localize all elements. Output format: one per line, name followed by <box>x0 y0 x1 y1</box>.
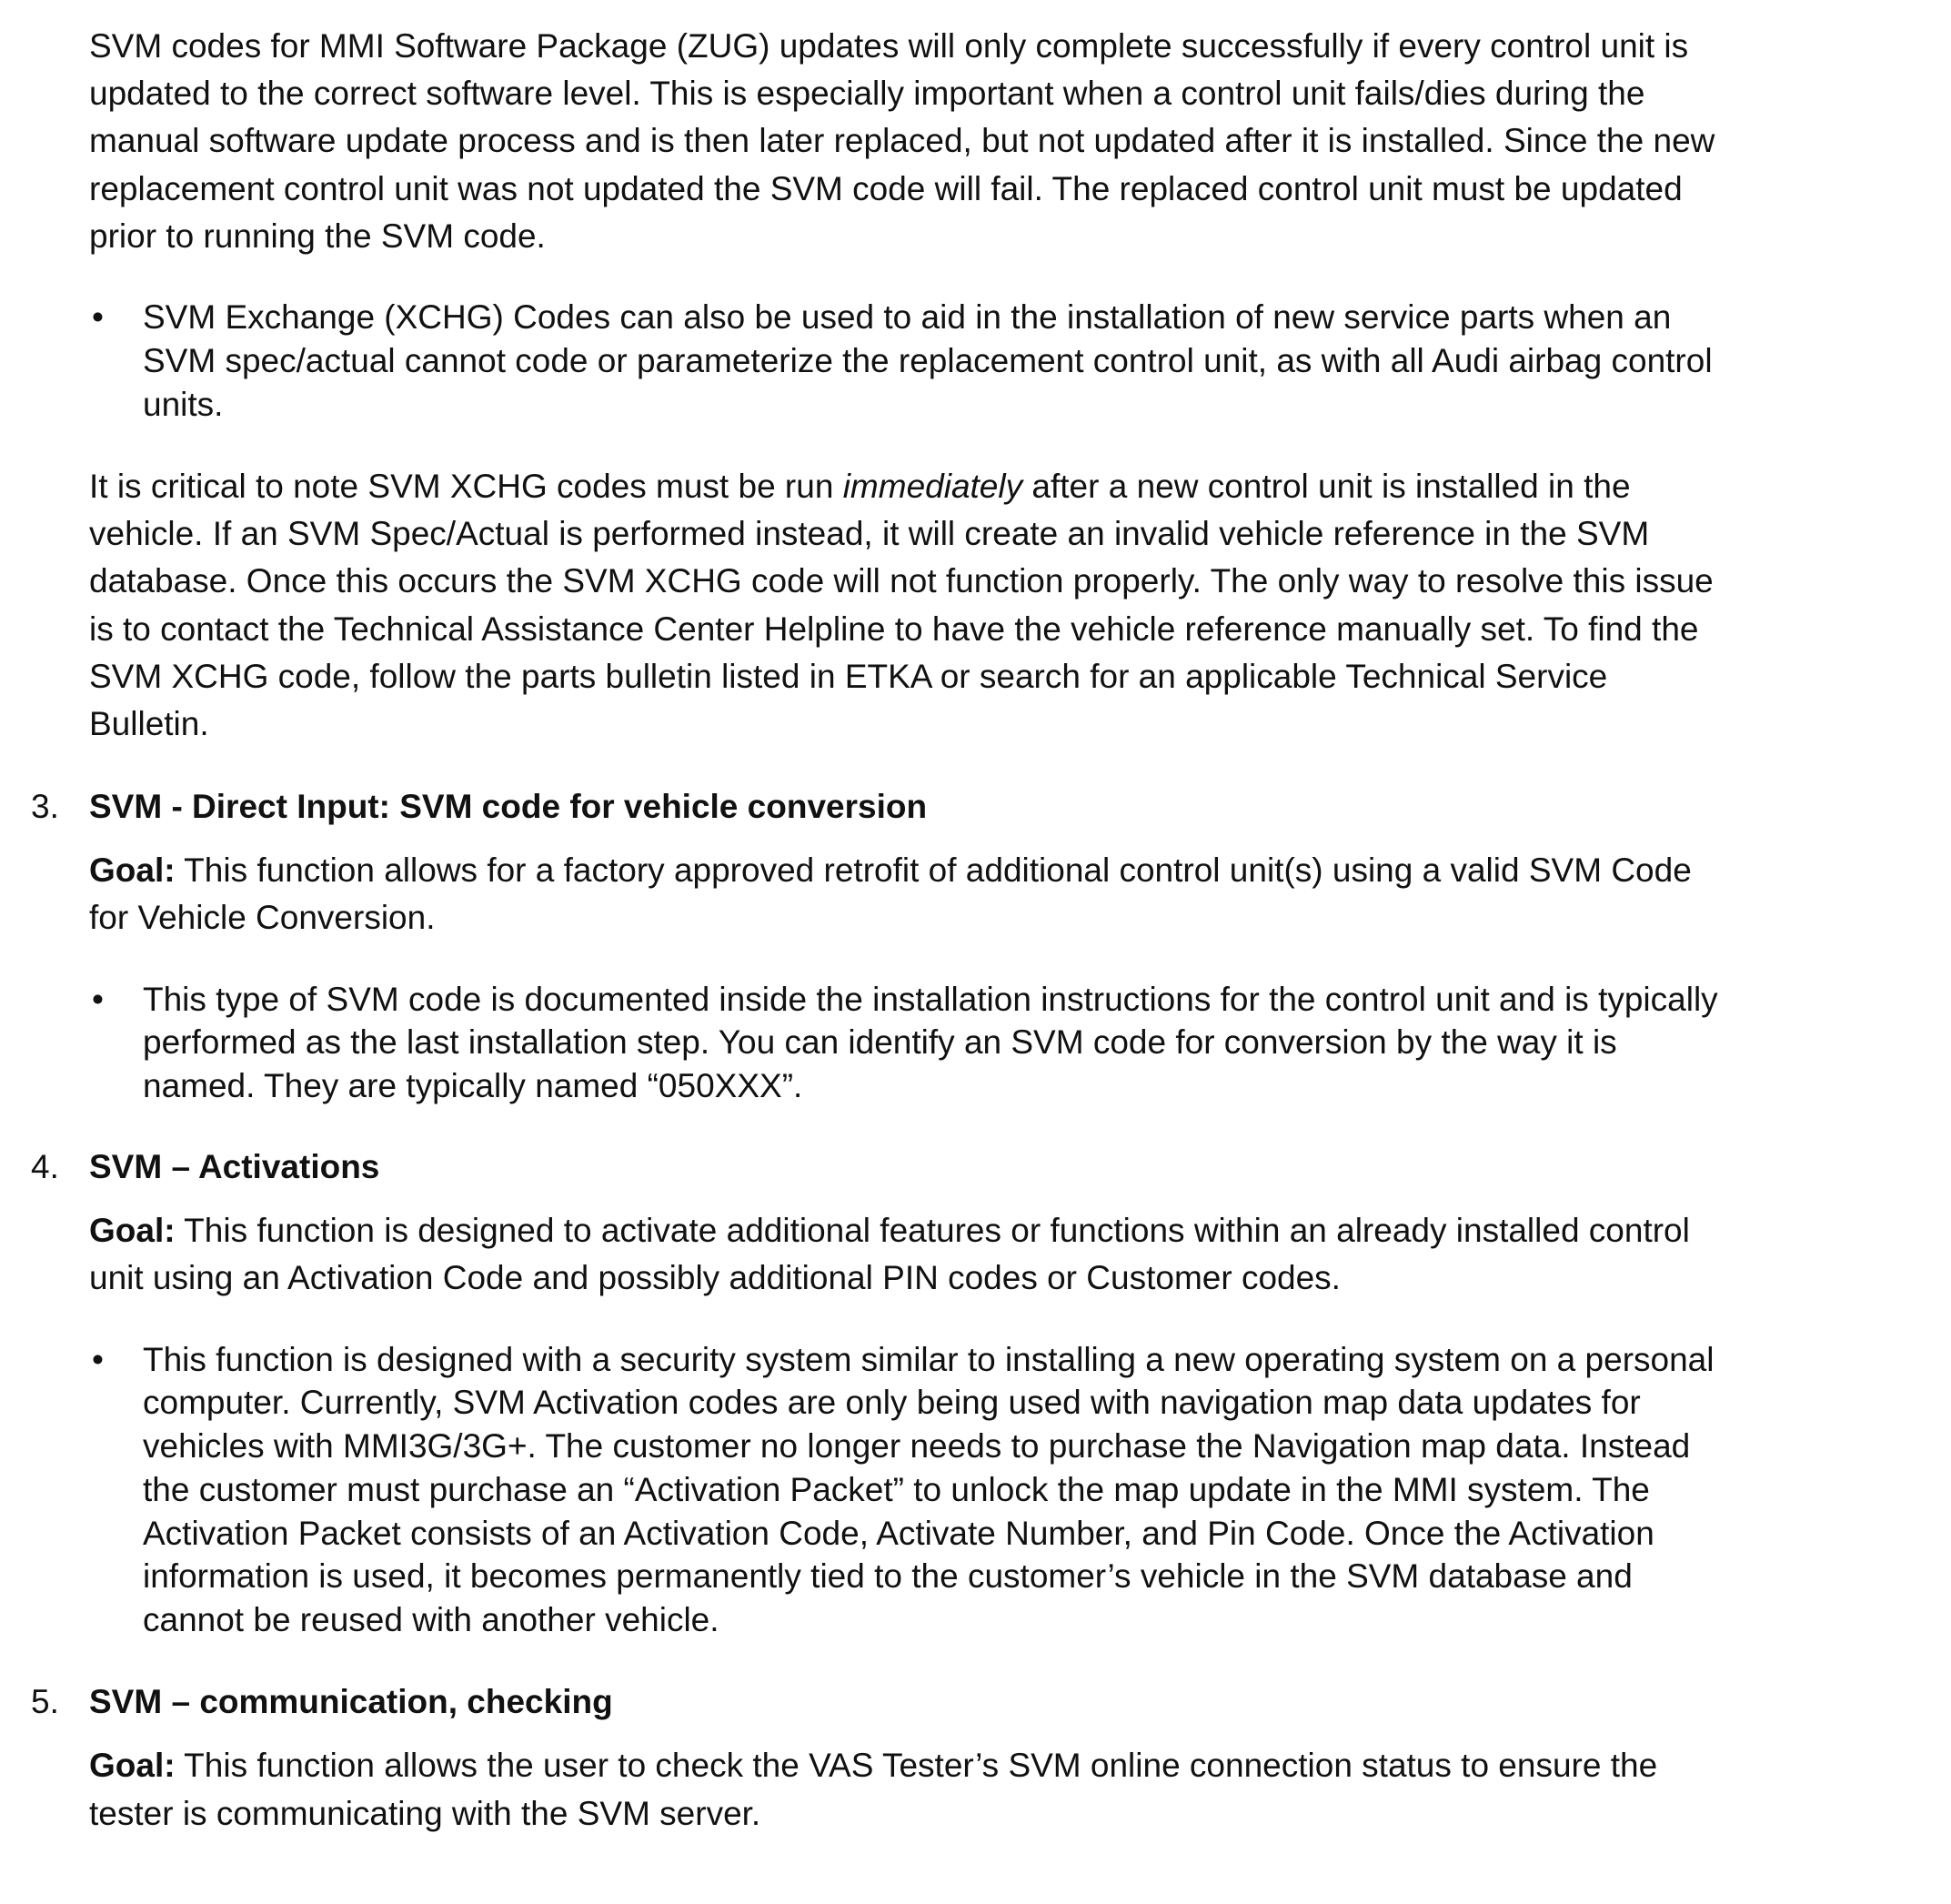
paragraph <box>89 1742 1933 1838</box>
section-heading <box>31 783 1933 831</box>
text-line: tester is communicating with the SVM server. <box>89 1794 761 1832</box>
bullet-dot: • <box>92 980 104 1018</box>
text-line <box>89 1742 1933 1789</box>
text-line: named. They are typically named “050XXX”. <box>143 1067 803 1105</box>
text-line: Activation Packet consists of an Activation Code, Activate Number, and Pin Code. Once the Activation <box>143 1514 1654 1552</box>
goal-label: Goal: <box>89 1747 176 1785</box>
text-segment: after a new control unit is installed in the <box>1022 467 1631 505</box>
text-line: the customer must purchase an “Activation Packet” to unlock the map update in the MMI system. The <box>143 1470 1650 1508</box>
bullet-dot: • <box>92 1340 104 1378</box>
section-number: 4. <box>31 1147 59 1185</box>
text-line: SVM Exchange (XCHG) Codes can also be used to aid in the installation of new service parts when an <box>143 298 1672 337</box>
text-segment: This function allows for a factory approved retrofit of additional control unit(s) using a valid SVM Code <box>175 851 1692 889</box>
paragraph <box>89 1207 1933 1303</box>
text-line: database. Once this occurs the SVM XCHG code will not function properly. The only way to resolve this issue <box>89 562 1714 600</box>
text-line: vehicle. If an SVM Spec/Actual is performed instead, it will create an invalid vehicle reference in the SVM <box>89 515 1650 553</box>
paragraph <box>89 463 1933 749</box>
paragraph <box>89 847 1933 942</box>
emphasis-text: immediately <box>842 467 1023 505</box>
text-line: information is used, it becomes permanently tied to the customer’s vehicle in the SVM database and <box>143 1557 1633 1596</box>
bullet-dot: • <box>92 298 104 337</box>
text-segment: It is critical to note SVM XCHG codes must be run <box>89 467 843 505</box>
text-line: vehicles with MMI3G/3G+. The customer no longer needs to purchase the Navigation map data. Instead <box>143 1427 1691 1466</box>
paragraph <box>89 23 1933 260</box>
text-line: cannot be reused with another vehicle. <box>143 1600 719 1638</box>
text-line: updated to the correct software level. This is especially important when a control unit fails/dies during the <box>89 75 1645 113</box>
section-heading <box>31 1143 1933 1191</box>
text-line: This function is designed with a security system similar to installing a new operating system on a personal <box>143 1340 1715 1378</box>
text-line: is to contact the Technical Assistance Center Helpline to have the vehicle reference manually set. To find the <box>89 609 1699 648</box>
text-line: computer. Currently, SVM Activation codes are only being used with navigation map data updates for <box>143 1384 1641 1422</box>
section-number: 3. <box>31 787 59 825</box>
text-line: SVM codes for MMI Software Package (ZUG) updates will only complete successfully if every control unit is <box>89 26 1689 65</box>
text-line: prior to running the SVM code. <box>89 217 546 255</box>
section-title: SVM – communication, checking <box>89 1683 613 1721</box>
section-heading <box>31 1678 1933 1726</box>
text-line: Bulletin. <box>89 705 209 743</box>
goal-label: Goal: <box>89 851 176 889</box>
bullet-item <box>92 978 1933 1108</box>
section-title: SVM – Activations <box>89 1147 380 1185</box>
text-line <box>89 463 1933 510</box>
text-line: for Vehicle Conversion. <box>89 899 436 937</box>
text-line <box>89 847 1933 894</box>
text-line: unit using an Activation Code and possibly additional PIN codes or Customer codes. <box>89 1259 1341 1297</box>
section-number: 5. <box>31 1683 59 1721</box>
text-line: manual software update process and is then later replaced, but not updated after it is installed. Since the new <box>89 122 1715 160</box>
section-title: SVM - Direct Input: SVM code for vehicle conversion <box>89 787 928 825</box>
text-line: SVM XCHG code, follow the parts bulletin listed in ETKA or search for an applicable Technical Service <box>89 657 1608 695</box>
text-line: This type of SVM code is documented inside the installation instructions for the control unit and is typically <box>143 980 1718 1018</box>
bullet-item <box>92 296 1933 426</box>
text-line: SVM spec/actual cannot code or parameterize the replacement control unit, as with all Audi airbag control <box>143 342 1713 380</box>
text-line <box>89 1207 1933 1254</box>
text-line: replacement control unit was not updated the SVM code will fail. The replaced control unit must be updated <box>89 169 1683 207</box>
text-segment: This function is designed to activate additional features or functions within an already installed control <box>175 1212 1690 1249</box>
text-line: units. <box>143 385 224 423</box>
text-segment: This function allows the user to check the VAS Tester’s SVM online connection status to ensure the <box>175 1747 1658 1785</box>
text-line: performed as the last installation step. You can identify an SVM code for conversion by the way it is <box>143 1023 1617 1062</box>
goal-label: Goal: <box>89 1212 176 1249</box>
bullet-item <box>92 1338 1933 1642</box>
